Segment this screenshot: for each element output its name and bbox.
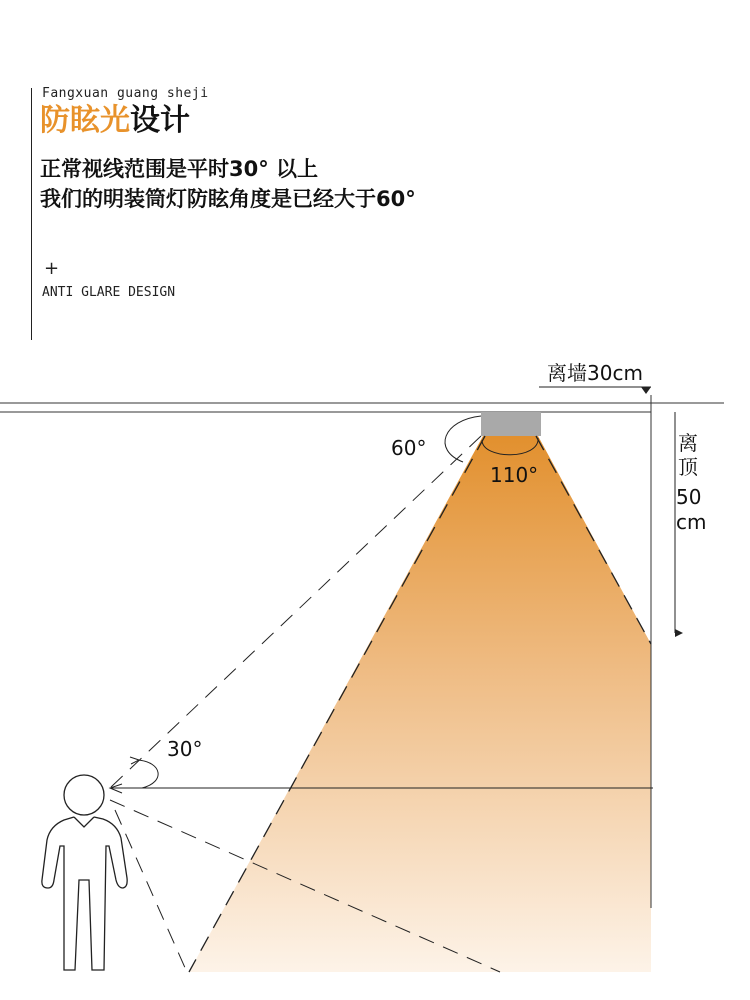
person-collar xyxy=(74,817,94,827)
title-rest: 设计 xyxy=(130,103,190,138)
description-line-1: 正常视线范围是平时30° 以上 xyxy=(40,157,319,181)
description-line-2: 我们的明装筒灯防眩角度是已经大于60° xyxy=(40,187,416,211)
angle-label-110: 110° xyxy=(490,463,539,487)
pinyin-subtitle: Fangxuan guang sheji xyxy=(42,86,209,101)
ceiling-distance-char-3: 50 xyxy=(676,485,702,509)
ceiling-distance-char-2: 顶 xyxy=(678,455,698,479)
arc-30-arrow xyxy=(130,757,139,764)
light-beam xyxy=(189,436,651,972)
ceiling-distance-char-4: cm xyxy=(676,510,707,534)
angle-label-30: 30° xyxy=(167,737,203,761)
title-accent: 防眩光 xyxy=(40,103,130,138)
plus-mark: + xyxy=(44,258,60,279)
wall-distance-label: 离墙30cm xyxy=(547,361,643,385)
english-caption: ANTI GLARE DESIGN xyxy=(42,285,176,300)
person-body xyxy=(42,817,127,970)
eye-down-line xyxy=(115,810,186,970)
ceiling-distance-arrow xyxy=(675,629,683,637)
person-head xyxy=(64,775,104,815)
angle-label-60: 60° xyxy=(391,436,427,460)
ceiling-distance-char-1: 离 xyxy=(678,431,698,455)
person-figure xyxy=(42,775,127,970)
wall-distance-arrow xyxy=(641,387,651,394)
downlight-fixture xyxy=(481,412,541,436)
arc-30 xyxy=(138,760,158,788)
